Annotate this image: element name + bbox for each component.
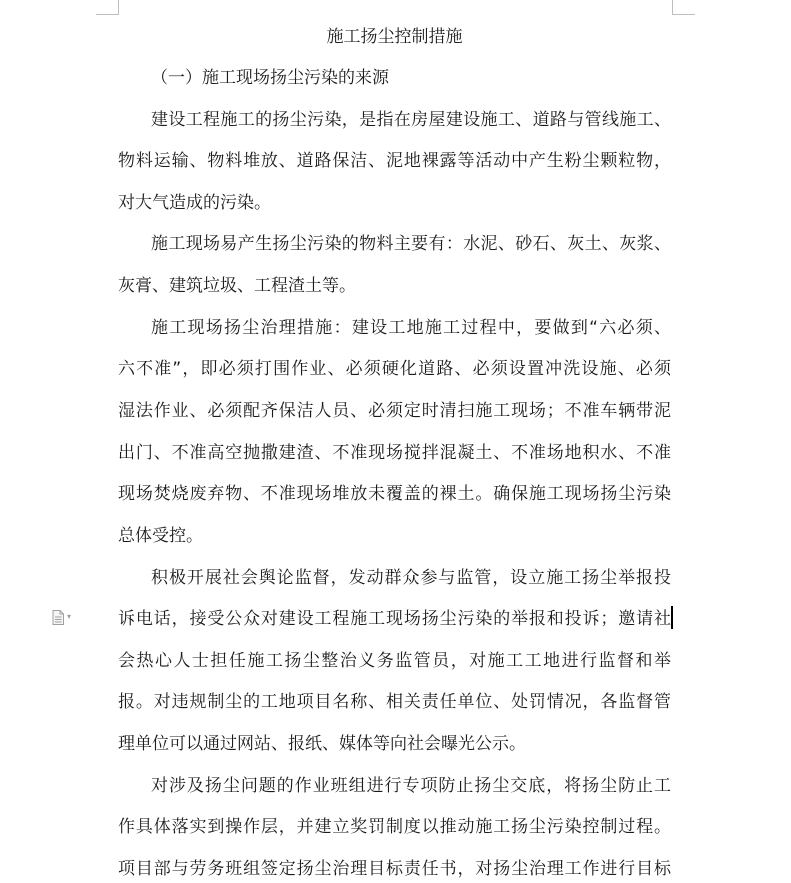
chevron-down-icon: ▾ <box>67 612 72 621</box>
text-line[interactable]: 六不准”，即必须打围作业、必须硬化道路、必须设置冲洗设施、必须 <box>118 359 671 379</box>
text-line[interactable]: 灰膏、建筑垃圾、工程渣土等。 <box>118 276 356 296</box>
text-line[interactable]: 对涉及扬尘问题的作业班组进行专项防止扬尘交底，将扬尘防止工 <box>151 776 671 796</box>
document-title[interactable]: 施工扬尘控制措施 <box>326 27 463 47</box>
text-line[interactable]: 诉电话，接受公众对建设工程施工现场扬尘污染的举报和投诉；邀请社 <box>118 609 671 629</box>
text-line[interactable]: 物料运输、物料堆放、道路保洁、泥地裸露等活动中产生粉尘颗粒物， <box>118 151 671 171</box>
document-icon <box>52 610 64 625</box>
margin-corner-top-right <box>672 0 695 15</box>
paragraph-menu-button[interactable] <box>52 609 84 625</box>
text-line[interactable]: 出门、不准高空抛撒建渣、不准现场搅拌混凝土、不准场地积水、不准 <box>118 443 671 463</box>
margin-corner-top-left <box>96 0 119 15</box>
text-line[interactable]: 湿法作业、必须配齐保洁人员、必须定时清扫施工现场；不准车辆带泥 <box>118 401 671 421</box>
text-line[interactable]: 会热心人士担任施工扬尘整治义务监管员，对施工工地进行监督和举 <box>118 651 671 671</box>
text-line[interactable]: 施工现场扬尘治理措施：建设工地施工过程中，要做到“六必须、 <box>151 318 671 338</box>
text-line[interactable]: 建设工程施工的扬尘污染，是指在房屋建设施工、道路与管线施工、 <box>151 110 671 130</box>
text-line[interactable]: 积极开展社会舆论监督，发动群众参与监管，设立施工扬尘举报投 <box>151 568 671 588</box>
text-line[interactable]: 项目部与劳务班组签定扬尘治理目标责任书，对扬尘治理工作进行目标 <box>118 859 671 879</box>
text-line[interactable]: 现场焚烧废弃物、不准现场堆放未覆盖的裸土。确保施工现场扬尘污染 <box>118 484 671 504</box>
text-line[interactable]: 施工现场易产生扬尘污染的物料主要有：水泥、砂石、灰土、灰浆、 <box>151 234 671 254</box>
text-line[interactable]: 理单位可以通过网站、报纸、媒体等向社会曝光公示。 <box>118 734 526 754</box>
text-line[interactable]: 报。对违规制尘的工地项目名称、相关责任单位、处罚情况，各监督管 <box>118 692 671 712</box>
text-cursor <box>671 606 673 629</box>
text-line[interactable]: 作具体落实到操作层，并建立奖罚制度以推动施工扬尘污染控制过程。 <box>118 817 671 837</box>
section-heading[interactable]: （一）施工现场扬尘污染的来源 <box>151 68 389 88</box>
text-line[interactable]: 对大气造成的污染。 <box>118 193 271 213</box>
text-line[interactable]: 总体受控。 <box>118 526 203 546</box>
